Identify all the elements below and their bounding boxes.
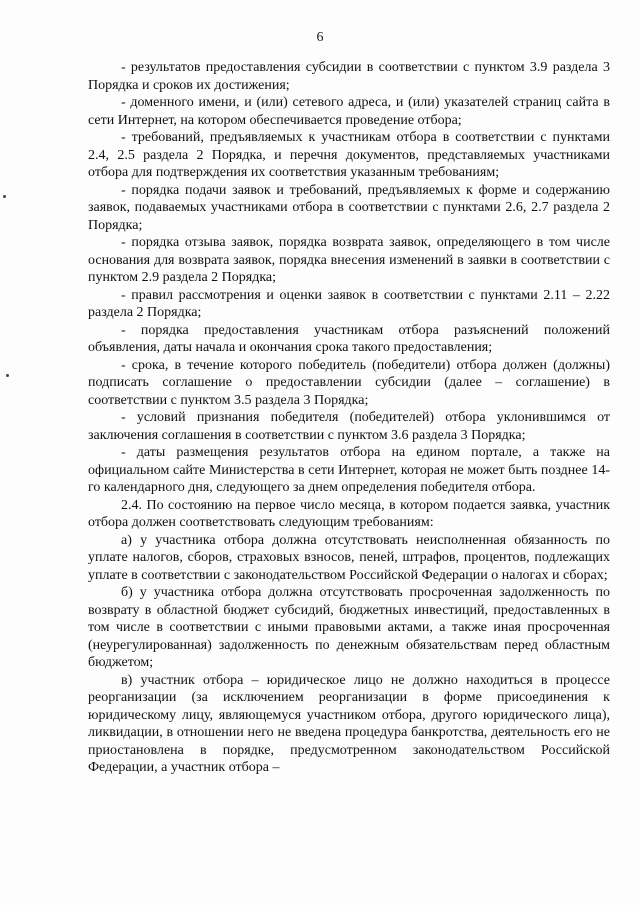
paragraph: а) у участника отбора должна отсутствовать неисполненная обязанность по уплате налогов, сборов, страховых взносов, пеней, штрафов, процентов, подлежащих уплате в соответствии с законодательством Российской Федерации о налогах и сборах; <box>88 532 610 583</box>
paragraph: - срока, в течение которого победитель (победители) отбора должен (должны) подписать соглашение о предоставлении субсидии (далее – соглашение) в соответствии с пунктом 3.5 раздела 3 Порядка; <box>88 357 610 408</box>
paragraph: - порядка отзыва заявок, порядка возврата заявок, определяющего в том числе основания для возврата заявок, порядка внесения изменений в заявки в соответствии с пунктом 2.9 раздела 2 Порядка; <box>88 235 610 285</box>
paragraph: - условий признания победителя (победителей) отбора уклонившимся от заключения соглашения в соответствии с пунктом 3.6 раздела 3 Порядка; <box>88 410 610 443</box>
paragraph: - порядка предоставления участникам отбора разъяснений положений объявления, даты начала и окончания срока такого предоставления; <box>88 322 610 355</box>
paragraph: - правил рассмотрения и оценки заявок в соответствии с пунктами 2.11 – 2.22 раздела 2 Порядка; <box>88 287 610 320</box>
paragraph: - требований, предъявляемых к участникам отбора в соответствии с пунктами 2.4, 2.5 раздела 2 Порядка, и перечня документов, представляемых участниками отбора для подтверждения их соответствия указанным требованиям; <box>88 130 610 180</box>
document-body <box>88 59 610 777</box>
paragraph: б) у участника отбора должна отсутствовать просроченная задолженность по возврату в областной бюджет субсидий, бюджетных инвестиций, предоставленных в том числе в соответствии с иными правовыми актами, а также иная просроченная (неурегулированная) задолженность по денежным обязательствам перед областным бюджетом; <box>88 585 610 670</box>
page-number: 6 <box>316 30 324 45</box>
paragraph: - порядка подачи заявок и требований, предъявляемых к форме и содержанию заявок, подаваемых участниками отбора в соответствии с пунктами 2.6, 2.7 раздела 2 Порядка; <box>88 182 610 233</box>
paragraph: - результатов предоставления субсидии в соответствии с пунктом 3.9 раздела 3 Порядка и сроков их достижения; <box>88 60 610 93</box>
paragraph: - доменного имени, и (или) сетевого адреса, и (или) указателей страниц сайта в сети Интернет, на котором обеспечивается проведение отбора; <box>88 95 610 128</box>
paragraph: в) участник отбора – юридическое лицо не должно находиться в процессе реорганизации (за исключением реорганизации в форме присоединения к юридическому лицу, являющемуся участником отбора, другого юридического лица), ликвидации, в отношении него не введена процедура банкротства, деятельность его не приостановлена в порядке, предусмотренном законодательством Российской Федерации, а участник отбора – <box>88 672 610 775</box>
scan-mark <box>6 374 9 377</box>
scan-mark <box>3 195 6 198</box>
paragraph: - даты размещения результатов отбора на едином портале, а также на официальном сайте Министерства в сети Интернет, которая не может быть позднее 14-го календарного дня, следующего за днем определения победителя отбора. <box>88 445 610 495</box>
paragraph: 2.4. По состоянию на первое число месяца, в котором подается заявка, участник отбора должен соответствовать следующим требованиям: <box>88 497 610 530</box>
